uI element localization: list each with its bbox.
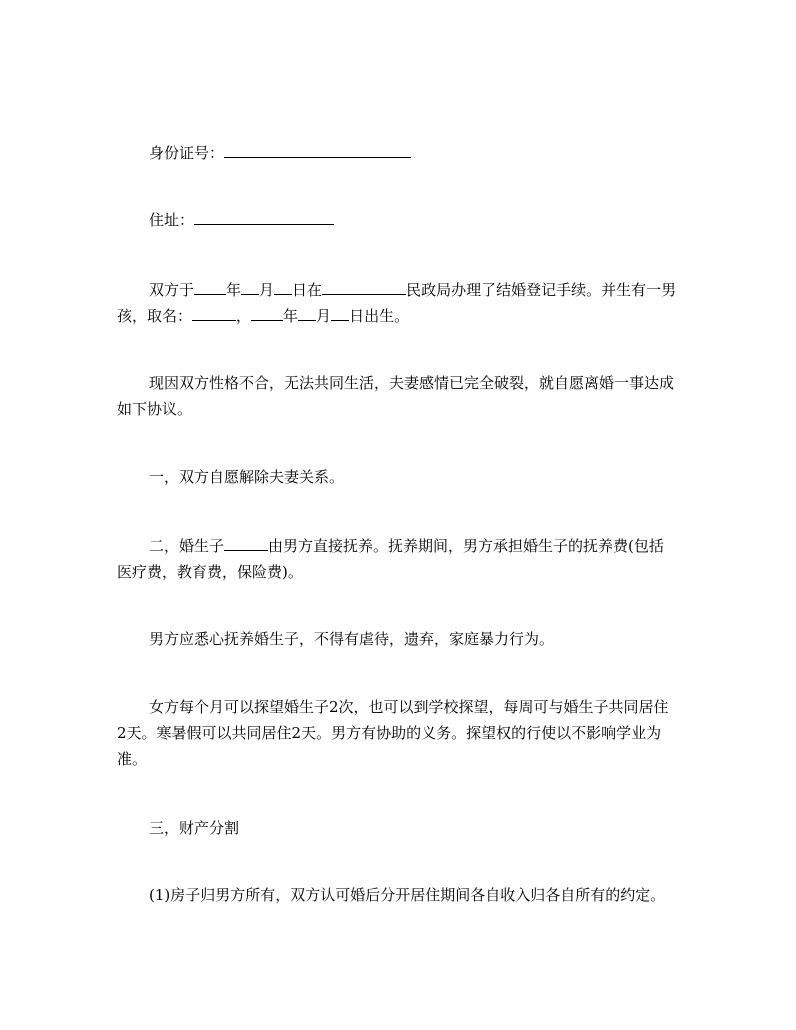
marriage-text-7: ， (236, 307, 252, 325)
marriage-text-9: 月 (316, 307, 332, 325)
marriage-text-10: 日出生。 (349, 307, 410, 325)
visit-paragraph: 女方每个月可以探望婚生子2次，也可以到学校探望，每周可与婚生子共同居住2天。寒暑假可以共同居住2天。男方有协助的义务。探望权的行使以不影响学业为准。 (117, 698, 669, 768)
item2-paragraph (117, 533, 677, 585)
marriage-text-8: 年 (283, 307, 299, 325)
marriage-bureau-blank (322, 279, 406, 295)
birth-day-blank (331, 305, 349, 321)
birth-year-blank (251, 305, 283, 321)
id-number-blank (224, 142, 411, 158)
marriage-text-6: 男孩，取名： (117, 281, 677, 325)
marriage-text-4: 日在 (292, 281, 323, 299)
address-line (117, 207, 677, 233)
id-number-line (117, 140, 677, 166)
marriage-day-blank (274, 279, 292, 295)
property1-paragraph: (1)房子归男方所有，双方认可婚后分开居住期间各自收入归各自所有的约定。 (149, 886, 666, 904)
marriage-paragraph (117, 277, 677, 329)
item2-text-2: 由男方直接抚养。抚养期间，男方承担婚生子的抚养费(包括医疗费，教育费，保险费)。 (117, 537, 664, 581)
marriage-text-1: 双方于 (149, 281, 195, 299)
marriage-text-3: 月 (259, 281, 275, 299)
marriage-month-blank (241, 279, 259, 295)
marriage-text-2: 年 (226, 281, 242, 299)
address-blank (194, 209, 334, 225)
id-number-label: 身份证号： (149, 144, 225, 162)
child-name-blank (192, 305, 236, 321)
item3-heading: 三，财产分割 (149, 819, 240, 837)
address-label: 住址： (149, 211, 195, 229)
marriage-year-blank (194, 279, 226, 295)
marriage-text-5: 民政局办理了结婚登记手续。并生有一 (406, 281, 662, 299)
item1-paragraph: 一，双方自愿解除夫妻关系。 (149, 468, 345, 486)
item2-text-1: 二，婚生子 (149, 537, 225, 555)
child-blank (224, 535, 268, 551)
duty-paragraph: 男方应悉心抚养婚生子，不得有虐待，遗弃，家庭暴力行为。 (149, 630, 555, 648)
reason-paragraph: 现因双方性格不合，无法共同生活，夫妻感情已完全破裂，就自愿离婚一事达成如下协议。 (117, 374, 675, 418)
birth-month-blank (298, 305, 316, 321)
